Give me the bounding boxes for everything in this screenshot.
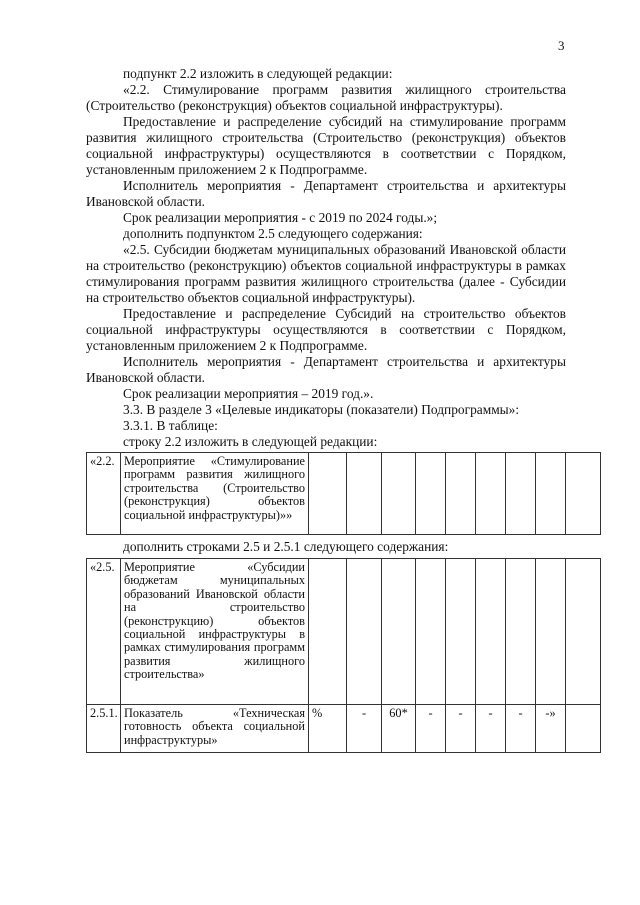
table-cell — [382, 559, 416, 705]
table-cell — [446, 559, 476, 705]
value-cell: - — [416, 705, 446, 753]
row-number: «2.2. — [87, 453, 121, 535]
value-cell: - — [476, 705, 506, 753]
table-cell — [536, 559, 566, 705]
paragraph: дополнить подпунктом 2.5 следующего содержания: — [123, 226, 423, 241]
table-row — [87, 705, 601, 753]
paragraph: Предоставление и распределение Субсидий на строительство объектов социальной инфраструктуры осуществляются в соответствии с Порядком, установленным приложением 2 к Подпрограмме. — [86, 306, 566, 353]
table-cell — [566, 705, 601, 753]
unit-cell: % — [309, 705, 347, 753]
table-cell — [476, 453, 506, 535]
paragraph: 3.3. В разделе 3 «Целевые индикаторы (показатели) Подпрограммы»: — [123, 402, 520, 417]
paragraph: Исполнитель мероприятия - Департамент строительства и архитектуры Ивановской области. — [86, 178, 566, 209]
table-cell — [309, 559, 347, 705]
table-cell — [309, 453, 347, 535]
row-number: 2.5.1. — [87, 705, 121, 753]
table-cell — [476, 559, 506, 705]
paragraph: «2.5. Субсидии бюджетам муниципальных образований Ивановской области на строительство (реконструкцию) объектов социальной инфраструктуры в рамках стимулирования программ развития жилищного строительства (далее - Субсидии на строительство объектов социальной инфраструктуры). — [86, 242, 566, 305]
table-cell — [347, 453, 382, 535]
table-cell — [416, 559, 446, 705]
value-cell: - — [506, 705, 536, 753]
table-cell — [347, 559, 382, 705]
indicator-table-rows-2-5 — [86, 558, 601, 753]
table-cell — [506, 559, 536, 705]
value-cell: - — [347, 705, 382, 753]
page-number: 3 — [558, 38, 565, 53]
paragraph: Срок реализации мероприятия – 2019 год.». — [123, 386, 374, 401]
table-cell — [536, 453, 566, 535]
document-body — [86, 66, 566, 753]
paragraph: подпункт 2.2 изложить в следующей редакции: — [123, 66, 393, 81]
row-number: «2.5. — [87, 559, 121, 705]
paragraph: Предоставление и распределение субсидий на стимулирование программ развития жилищного строительства (Строительство (реконструкция) объектов социальной инфраструктуры) осуществляются в соответствии с Порядком, установленным приложением 2 к Подпрограмме. — [86, 114, 566, 177]
table-cell — [566, 453, 601, 535]
paragraph: «2.2. Стимулирование программ развития жилищного строительства (Строительство (реконструкция) объектов социальной инфраструктуры). — [86, 82, 566, 113]
row-label: Показатель «Техническая готовность объекта социальной инфраструктуры» — [121, 705, 309, 753]
table-cell — [382, 453, 416, 535]
table-cell — [446, 453, 476, 535]
value-cell: -» — [536, 705, 566, 753]
value-cell: - — [446, 705, 476, 753]
paragraph: Срок реализации мероприятия - с 2019 по 2024 годы.»; — [123, 210, 438, 225]
paragraph: дополнить строками 2.5 и 2.5.1 следующего содержания: — [123, 539, 449, 554]
table-cell — [416, 453, 446, 535]
paragraph: Исполнитель мероприятия - Департамент строительства и архитектуры Ивановской области. — [86, 354, 566, 385]
table-cell — [566, 559, 601, 705]
indicator-table-row-2-2 — [86, 452, 601, 535]
paragraph: 3.3.1. В таблице: — [123, 418, 218, 433]
table-cell — [506, 453, 536, 535]
value-cell: 60* — [382, 705, 416, 753]
row-label: Мероприятие «Стимулирование программ развития жилищного строительства (Строительство (реконструкция) объектов социальной инфраструктуры)»» — [121, 453, 309, 535]
paragraph: строку 2.2 изложить в следующей редакции: — [123, 434, 378, 449]
table-row — [87, 559, 601, 705]
table-row — [87, 453, 601, 535]
row-label: Мероприятие «Субсидии бюджетам муниципальных образований Ивановской области на строительство (реконструкцию) объектов социальной инфраструктуры в рамках стимулирования программ развития жилищного строительства» — [121, 559, 309, 705]
